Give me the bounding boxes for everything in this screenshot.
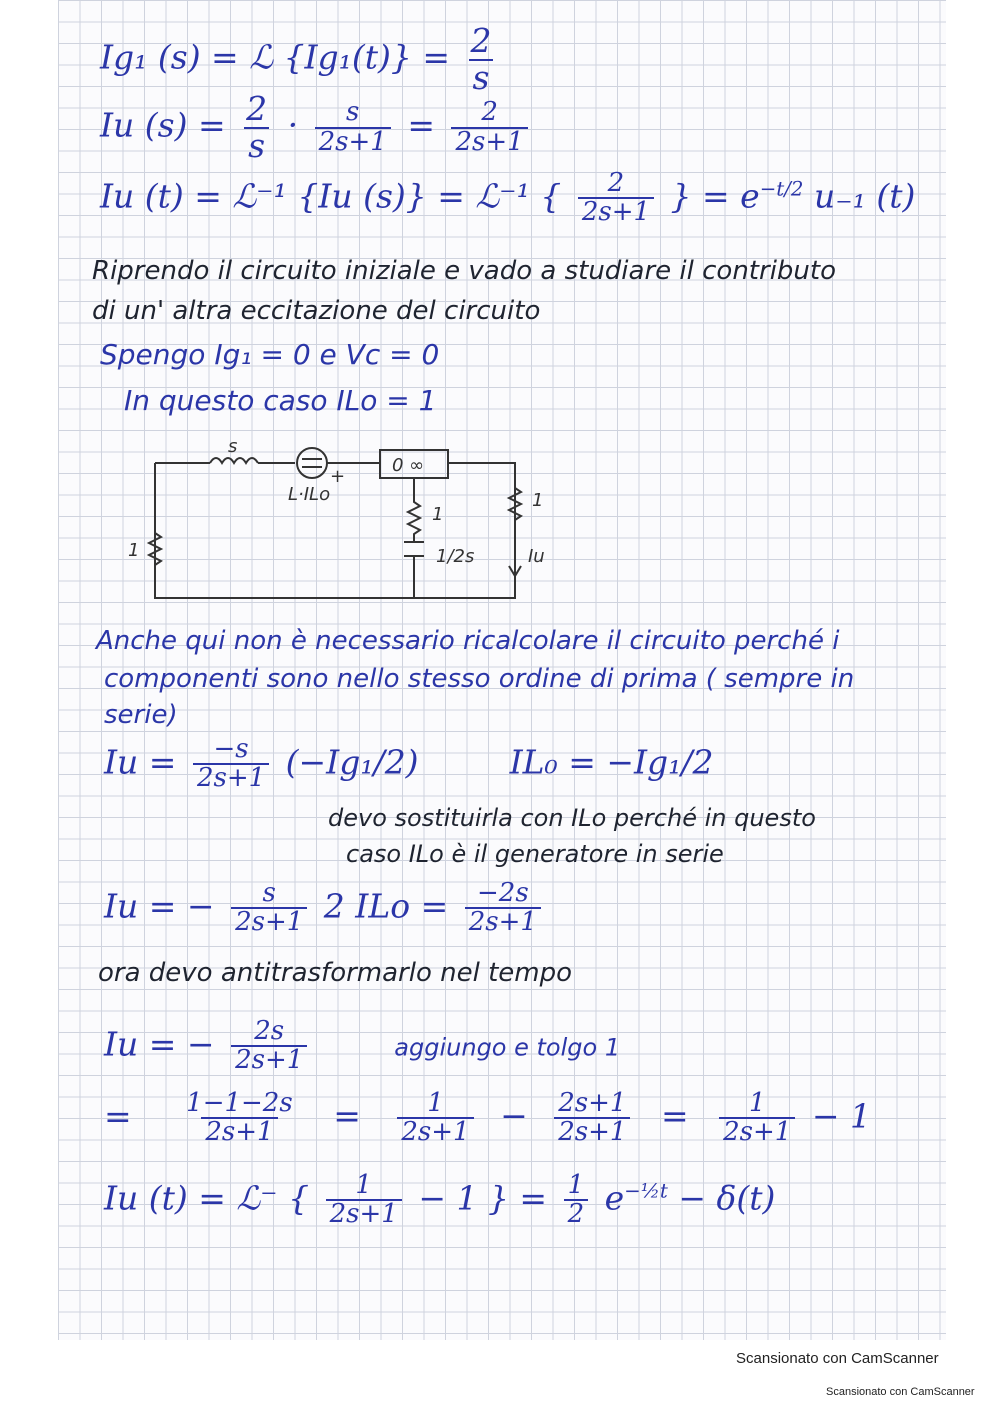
current-label: Iu: [528, 546, 545, 567]
eq5-mid: 2 ILo =: [323, 886, 449, 926]
voltage-source-circle: [297, 448, 327, 478]
text-line-5: Anche qui non è necessario ricalcolare il circuito perché i: [96, 626, 840, 656]
eq8-e: e: [604, 1178, 625, 1218]
eq8-den: 2s+1: [326, 1199, 402, 1228]
eq5-num2: −2s: [477, 878, 529, 908]
current-arrow: [509, 533, 521, 576]
eq4-right: IL₀ = −Ig₁/2: [509, 742, 714, 782]
eq5-den2: 2s+1: [465, 907, 541, 936]
equation-ig1-laplace: [100, 21, 501, 97]
eq7-n4: 1: [748, 1088, 766, 1118]
eq3-num: 2: [607, 168, 625, 198]
equation-iu-t: [100, 170, 915, 227]
eq5-den: 2s+1: [231, 907, 307, 936]
r-left-label: 1: [128, 540, 140, 561]
eq1-den: s: [469, 59, 494, 96]
eq3-tail: u₋₁ (t): [813, 176, 916, 216]
eq2-f2den: 2s+1: [315, 127, 391, 156]
eq7-n3: 2s+1: [558, 1088, 627, 1118]
text-line-6: componenti sono nello stesso ordine di prima ( sempre in: [104, 664, 855, 694]
eq7-d3: 2s+1: [554, 1117, 630, 1146]
eq2-f1den: s: [244, 127, 269, 164]
eq4-paren: (−Ig₁/2): [285, 742, 419, 782]
eq7-d4: 2s+1: [719, 1117, 795, 1146]
eq7-d2: 2s+1: [397, 1117, 473, 1146]
equation-iu-ilo: [104, 880, 547, 937]
eq7-eqsign: =: [104, 1096, 132, 1136]
inductor-label: s: [228, 436, 238, 457]
circuit-diagram: [128, 436, 590, 608]
eq8-exp: −½t: [624, 1179, 668, 1203]
eq7-e1: =: [333, 1096, 361, 1136]
source-sign: +: [330, 466, 346, 487]
eq4-den: 2s+1: [193, 763, 269, 792]
eq2-f1num: 2: [246, 89, 268, 128]
eq8-tail: − δ(t): [678, 1178, 776, 1218]
eq2-f3den: 2s+1: [451, 127, 527, 156]
eq6-den: 2s+1: [231, 1045, 307, 1074]
eq4-lhs: Iu =: [104, 742, 177, 782]
text-line-2: di un' altra eccitazione del circuito: [92, 296, 541, 326]
text-line-7: serie): [104, 700, 178, 730]
equation-iu-s: [100, 89, 534, 165]
text-line-3: Spengo Ig₁ = 0 e Vc = 0: [100, 338, 440, 371]
text-line-1: Riprendo il circuito iniziale e vado a studiare il contributo: [92, 256, 836, 286]
eq7-n1: 1−1−2s: [186, 1088, 293, 1118]
equation-final-antitransform: [104, 1172, 775, 1229]
eq8-lhs: Iu (t) = ℒ⁻ {: [104, 1178, 310, 1218]
eq8-mid: − 1 } =: [418, 1178, 548, 1218]
eq6-lhs: Iu = −: [104, 1024, 215, 1064]
eq3-lhs: Iu (t) = ℒ⁻¹ {Iu (s)} = ℒ⁻¹ {: [100, 176, 562, 216]
source-symbol: [302, 459, 322, 467]
eq3-den: 2s+1: [578, 197, 654, 226]
eq3-rhs: } = e: [670, 176, 760, 216]
inductor-coil: [210, 458, 258, 463]
eq6-note: aggiungo e tolgo 1: [394, 1033, 621, 1062]
resistor-mid: [408, 478, 420, 542]
eq8-den2: 2: [564, 1199, 589, 1228]
eq7-e2: =: [660, 1096, 689, 1136]
eq7-d1: 2s+1: [201, 1117, 277, 1146]
eq2-eqsign: =: [407, 105, 435, 145]
eq1-num: 2: [470, 21, 492, 60]
eq7-n2: 1: [427, 1088, 444, 1118]
note-line-2: caso ILo è il generatore in serie: [346, 840, 724, 868]
r-right-label: 1: [532, 490, 544, 511]
equation-iu-expression: [104, 736, 714, 793]
note-line-1: devo sostituirla con ILo perché in questo: [328, 804, 816, 832]
eq2-lhs: Iu (s) =: [100, 105, 226, 145]
eq8-num: 1: [355, 1170, 372, 1200]
eq2-dot: ·: [287, 105, 299, 145]
eq2-f3num: 2: [481, 97, 498, 128]
text-line-4: In questo caso ILo = 1: [124, 384, 437, 417]
eq5-num: s: [262, 878, 276, 908]
capacitor-plates: [404, 542, 424, 556]
equation-decomposition: [104, 1090, 871, 1147]
eq5-lhs: Iu = −: [104, 886, 215, 926]
camscanner-footer: Scansionato con CamScanner: [736, 1350, 939, 1367]
cap-label: 1/2s: [436, 546, 475, 567]
eq4-num: −s: [213, 734, 249, 764]
eq6-num: 2s: [254, 1016, 285, 1046]
eq3-exp: −t/2: [759, 177, 804, 201]
eq7-tail: − 1: [811, 1096, 871, 1136]
camscanner-footer-small: Scansionato con CamScanner: [826, 1386, 975, 1398]
eq7-minus: −: [500, 1096, 528, 1136]
eq2-f2num: s: [346, 97, 360, 128]
equation-iu-fraction: [104, 1018, 620, 1075]
r-mid-label: 1: [432, 504, 444, 525]
eq8-num2: 1: [567, 1170, 585, 1200]
text-line-8: ora devo antitrasformarlo nel tempo: [98, 958, 573, 988]
source-label: L·ILo: [288, 484, 331, 505]
box-label: 0 ∞: [392, 455, 425, 476]
eq1-lhs: Ig₁ (s) = ℒ {Ig₁(t)} =: [100, 37, 450, 77]
